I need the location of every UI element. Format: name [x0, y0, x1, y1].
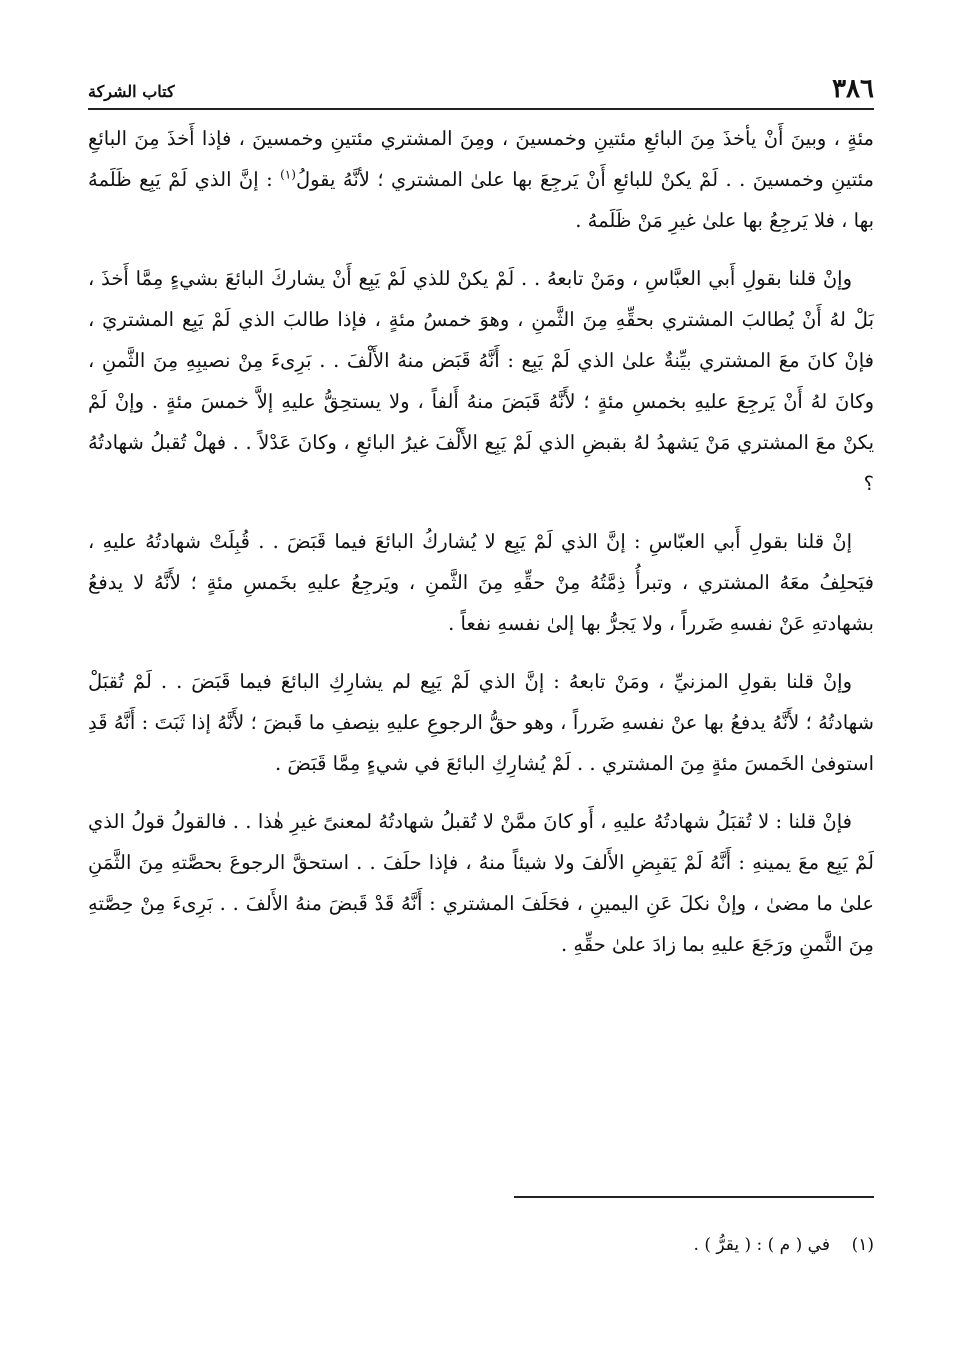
paragraph-text: مئةٍ ، وبينَ أَنْ يأخذَ مِنَ البائعِ مئتينِ وخمسينَ ، ومِنَ المشتري مئتينِ وخمسينَ ، فإذا أَخذَ مِنَ البائعِ مئتينِ وخمسينَ . . لَمْ يكنْ للبائعِ أَنْ يَرجِعَ بها علىٰ المشتري ؛ لأنَّهُ يقولُ: [88, 127, 874, 191]
paragraph-2: وإنْ قلنا بقولِ أَبي العبَّاسِ ، ومَنْ تابعهُ . . لَمْ يكنْ للذي لَمْ يَبِع أَنْ يشاركَ البائعَ بشيءٍ مِمَّا أَخذَ ، بَلْ لهُ أَنْ يُطالبَ المشتري بحقِّهِ مِنَ الثَّمنِ ، وهوَ خمسُ مئةٍ ، فإذا طالبَ الذي لَمْ يَبِع المشتريَ ، فإنْ كانَ معَ المشتري بيِّنةٌ علىٰ الذي لَمْ يَبِع : أَنَّهُ قَبَض منهُ الأَلْفَ . . بَرِىءَ مِنْ نصيبِهِ مِنَ الثَّمنِ ، وكانَ لهُ أَنْ يَرجِعَ عليهِ بخمسِ مئةٍ ؛ لأَنَّهُ قَبَضَ منهُ أَلفاً ، ولا يستحِقُّ عليهِ إلاَّ خمسَ مئةٍ . وإنْ لَمْ يكنْ معَ المشتري مَنْ يَشهدُ لهُ بقبضِ الذي لَمْ يَبِع الأَلْفَ غيرُ البائعِ ، وكانَ عَدْلاً . . فهلْ تُقبلُ شهادتُهُ ؟: [88, 267, 874, 495]
paragraph-1: [88, 118, 874, 241]
footnote-reference: (١): [280, 167, 296, 182]
footnote: [694, 1232, 874, 1258]
book-page: [88, 70, 874, 1330]
footnote-spacer: [835, 1235, 846, 1255]
footnote-number: (١): [851, 1235, 874, 1255]
paragraph-5: فإنْ قلنا : لا تُقبَلُ شهادتُهُ عليهِ ، أَو كانَ ممَّنْ لا تُقبلُ شهادتُهُ لمعنىً غيرِ هٰذا . . فالقولُ قولُ الذي لَمْ يَبِع معَ يمينهِ : أَنَّهُ لَمْ يَقبِضِ الأَلفَ ولا شيئاً منهُ ، فإذا حلَفَ . . استحقَّ الرجوعَ بحصَّتهِ مِنَ الثَّمَنِ علىٰ ما مضىٰ ، وإنْ نكلَ عَنِ اليمينِ ، فحَلَفَ المشتري : أَنَّهُ قَدْ قَبضَ منهُ الأَلفَ . . بَرِىءَ مِنْ حِصَّتهِ مِنَ الثَّمنِ ورَجَعَ عليهِ بما زادَ علىٰ حقِّهِ .: [88, 810, 874, 956]
book-title: كتاب الشركة: [88, 82, 175, 101]
running-header: [88, 70, 874, 110]
footnote-text: في ( م ) : ( يقرُّ ) .: [693, 1235, 830, 1255]
page-number: ٣٨٦: [832, 74, 874, 104]
paragraph-text: : إنَّ الذي لَمْ يَبِع ظَلَمهُ بها ، فلا يَرجِعُ بها علىٰ غيرِ مَنْ ظَلَمهُ .: [88, 168, 874, 232]
footnote-divider: [514, 1196, 874, 1198]
paragraph-3: إنْ قلنا بقولِ أَبي العبّاسِ : إنَّ الذي لَمْ يَبِع لا يُشاركُ البائعَ فيما قَبَضَ . . قُبِلَتْ شهادتُهُ عليهِ ، فيَحلِفُ معَهُ المشتري ، وتبرأُ ذِمَّتُهُ مِنْ حقِّهِ مِنَ الثَّمنِ ، ويَرجِعُ عليهِ بخَمسِ مئةٍ ؛ لأَنَّهُ لا يدفعُ بشهادتهِ عَنْ نفسهِ ضَرراً ، ولا يَجرُّ بها إلىٰ نفسهِ نفعاً .: [88, 530, 874, 635]
main-text: [88, 118, 874, 965]
paragraph-4: وإنْ قلنا بقولِ المزنيِّ ، ومَنْ تابعهُ : إنَّ الذي لَمْ يَبِع لم يشارِكِ البائعَ فيما قَبَضَ . . لَمْ تُقبَلْ شهادتُهُ ؛ لأَنَّهُ يدفعُ بها عنْ نفسهِ ضَرراً ، وهو حقُّ الرجوعِ عليهِ بنِصفِ ما قَبضَ ؛ لأَنَّهُ إذا ثَبَتَ : أَنَّهُ قَدِ استوفىٰ الخَمسَ مئةٍ مِنَ المشتري . . لَمْ يُشارِكِ البائعَ في شيءٍ مِمَّا قَبَضَ .: [88, 670, 874, 775]
